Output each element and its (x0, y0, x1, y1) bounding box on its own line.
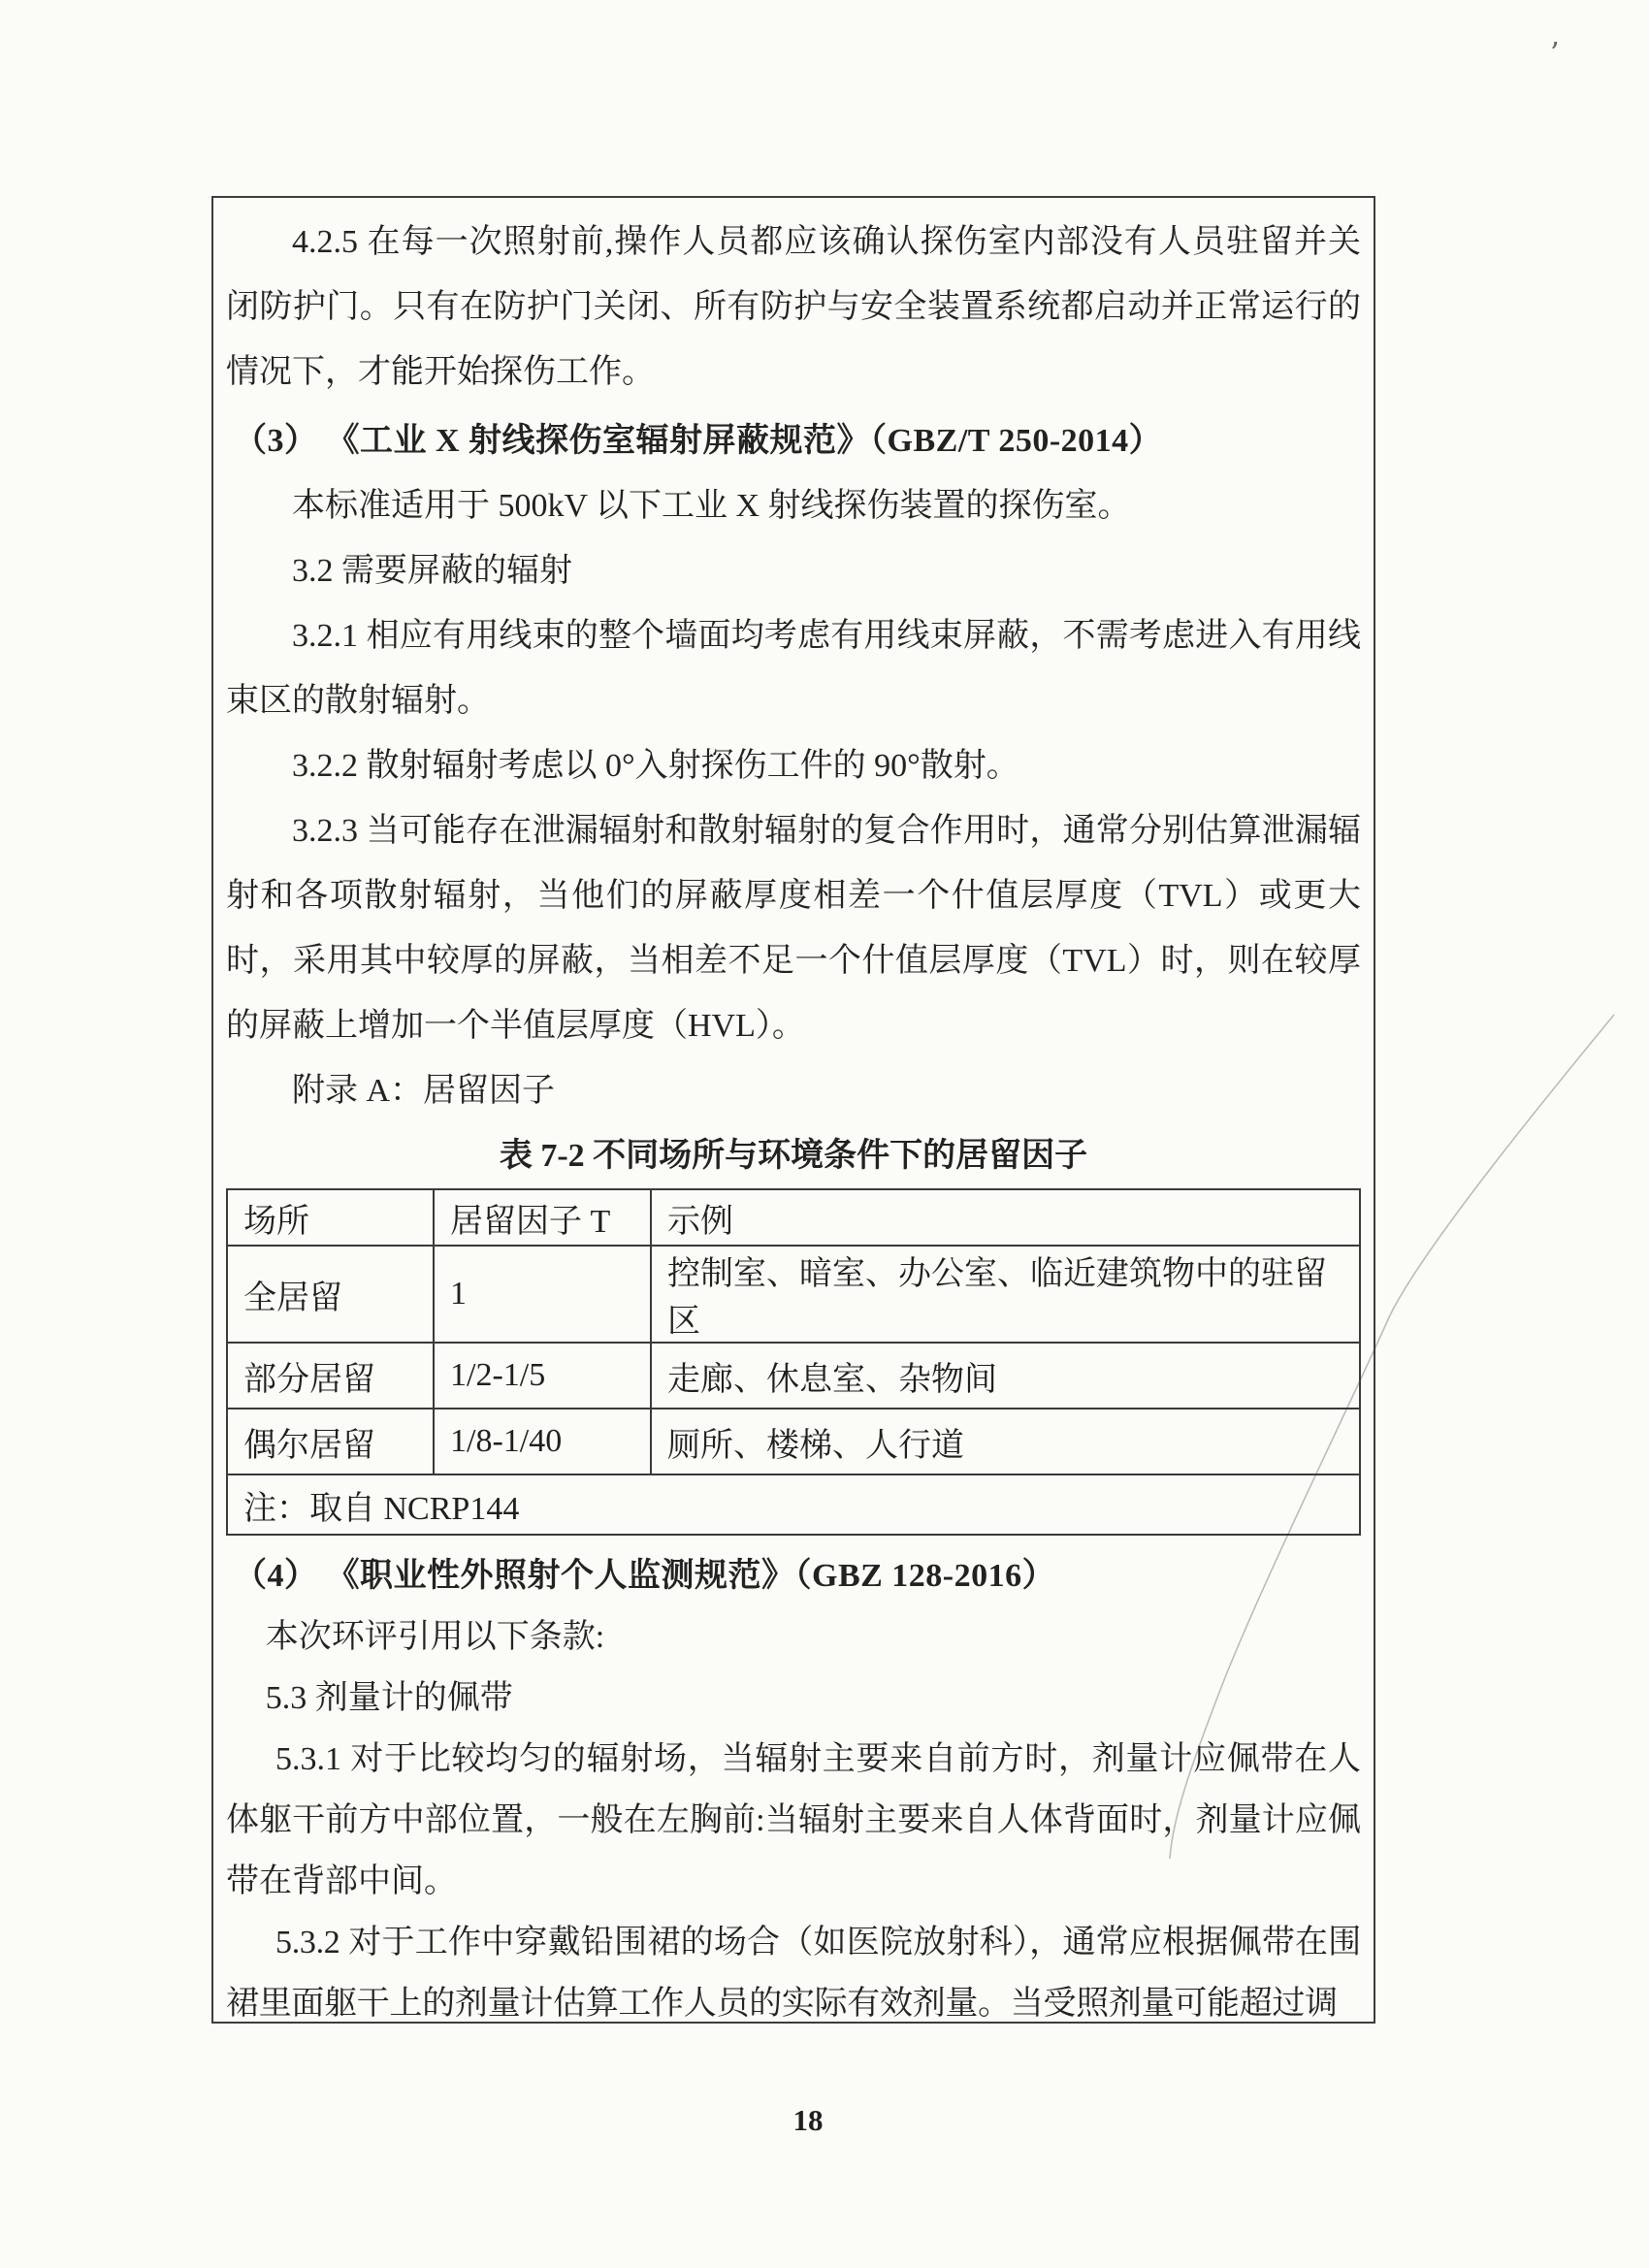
content-border-box (211, 196, 1375, 2024)
column-header-place: 场所 (227, 1189, 434, 1246)
paragraph-cite-intro: 本次环评引用以下条款: (265, 1619, 605, 1655)
table-row-partial-occupancy (227, 1343, 1360, 1409)
clause-5-3-1: 5.3.1 对于比较均匀的辐射场，当辐射主要来自前方时，剂量计应佩带在人体躯干前方中部位置，一般在左胸前:当辐射主要来自人体背面时，剂量计应佩带在背部中间。 (226, 1741, 1361, 1899)
cell-example: 控制室、暗室、办公室、临近建筑物中的驻留区 (651, 1246, 1360, 1343)
clause-3-2-3: 3.2.3 当可能存在泄漏辐射和散射辐射的复合作用时，通常分别估算泄漏辐射和各项散射辐射，当他们的屏蔽厚度相差一个什值层厚度（TVL）或更大时，采用其中较厚的屏蔽，当相差不足一个什值层厚度（TVL）时，则在较厚的屏蔽上增加一个半值层厚度（HVL）。 (226, 813, 1361, 1044)
table-row-full-occupancy (227, 1246, 1360, 1343)
cell-factor: 1/2-1/5 (434, 1343, 651, 1409)
cell-place: 全居留 (227, 1246, 434, 1343)
cell-example: 走廊、休息室、杂物间 (651, 1343, 1360, 1409)
cell-place: 部分居留 (227, 1343, 434, 1409)
clause-5-3: 5.3 剂量计的佩带 (265, 1680, 513, 1716)
column-header-example: 示例 (651, 1189, 1360, 1246)
clause-3-2-1: 3.2.1 相应有用线束的整个墙面均考虑有用线束屏蔽，不需考虑进入有用线束区的散射辐射。 (226, 618, 1361, 719)
clause-3-2-2: 3.2.2 散射辐射考虑以 0°入射探伤工件的 90°散射。 (292, 748, 1019, 784)
table-note: 注：取自 NCRP144 (227, 1474, 1360, 1535)
cell-factor: 1/8-1/40 (434, 1409, 651, 1474)
heading-standard-gbz-128-2016: （4） 《职业性外照射个人监测规范》（GBZ 128-2016） (234, 1558, 1056, 1594)
cell-place: 偶尔居留 (227, 1409, 434, 1474)
table-7-2-title: 表 7-2 不同场所与环境条件下的居留因子 (499, 1138, 1088, 1174)
page-number: 18 (792, 2103, 824, 2137)
table-note-row (227, 1474, 1360, 1535)
paragraph-standard-scope: 本标准适用于 500kV 以下工业 X 射线探伤装置的探伤室。 (292, 488, 1131, 524)
appendix-a-line: 附录 A：居留因子 (292, 1073, 556, 1109)
clause-3-2: 3.2 需要屏蔽的辐射 (292, 553, 572, 589)
scan-speck: ’ (1550, 37, 1560, 71)
paragraph-4-2-5: 4.2.5 在每一次照射前,操作人员都应该确认探伤室内部没有人员驻留并关闭防护门。只有在防护门关闭、所有防护与安全装置系统都启动并正常运行的情况下，才能开始探伤工作。 (226, 224, 1361, 390)
occupancy-factor-table (226, 1188, 1361, 1536)
heading-standard-gbzt-250-2014: （3） 《工业 X 射线探伤室辐射屏蔽规范》（GBZ/T 250-2014） (234, 423, 1163, 459)
clause-5-3-2: 5.3.2 对于工作中穿戴铅围裙的场合（如医院放射科），通常应根据佩带在围裙里面躯干上的剂量计估算工作人员的实际有效剂量。当受照剂量可能超过调 (226, 1925, 1361, 2022)
cell-example: 厕所、楼梯、人行道 (651, 1409, 1360, 1474)
column-header-occupancy-factor: 居留因子 T (434, 1189, 651, 1246)
table-header-row (227, 1189, 1360, 1246)
cell-factor: 1 (434, 1246, 651, 1343)
table-row-occasional-occupancy (227, 1409, 1360, 1474)
